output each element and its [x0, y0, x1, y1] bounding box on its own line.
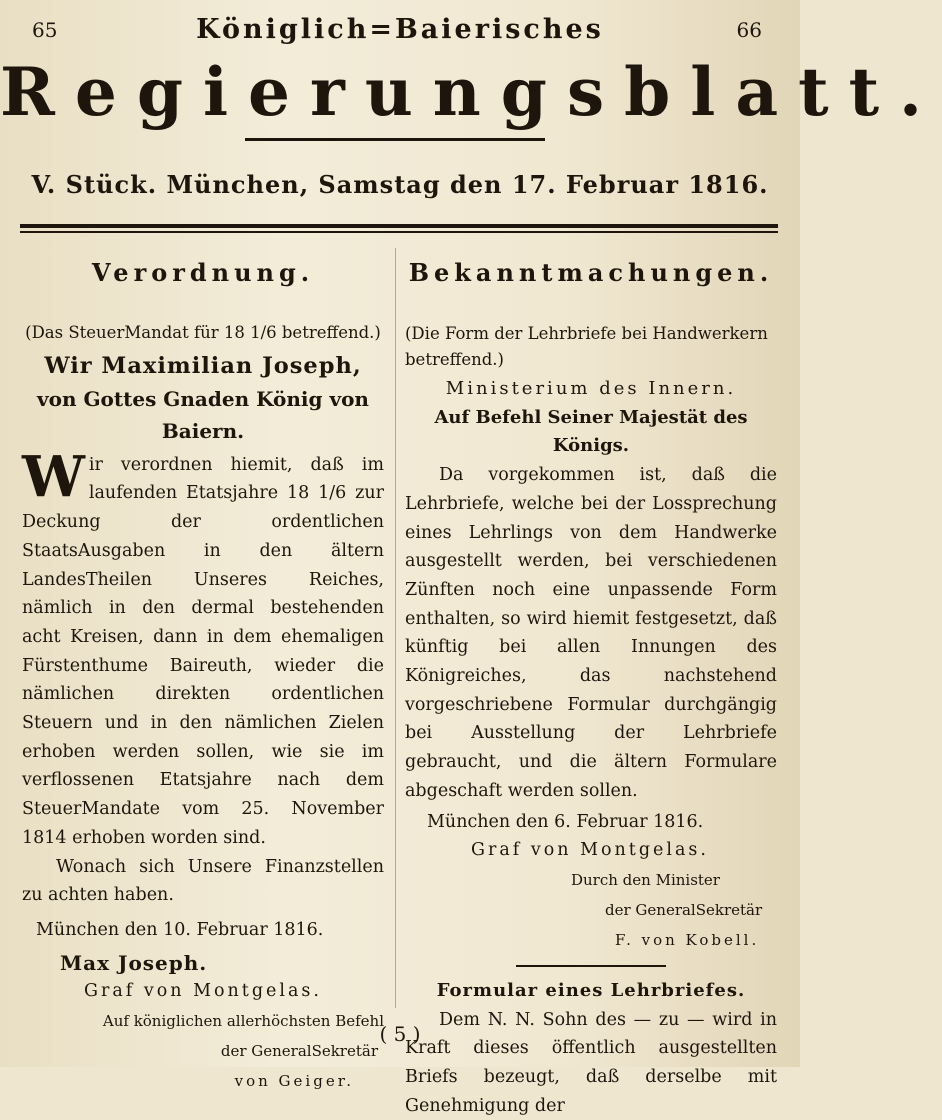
announcement-secretary-name: F. von Kobell.: [615, 930, 760, 949]
announcement-by-order: Auf Befehl Seiner Majestät des Königs.: [434, 406, 748, 457]
ordinance-secretary-role: der GeneralSekretär: [220, 1042, 378, 1061]
right-column: [405, 258, 777, 1120]
ordinance-closing: Wonach sich Unsere Finanzstellen zu achten haben.: [22, 856, 384, 906]
masthead-subtitle: Königlich=Baierisches: [196, 14, 604, 45]
ordinance-title-line2: von Gottes Gnaden König von Baiern.: [37, 386, 369, 443]
masthead-rule: [245, 138, 545, 141]
ordinance-secretary-name: von Geiger.: [234, 1072, 354, 1091]
page-number-right: 66: [736, 18, 762, 42]
header-rule-bottom: [20, 231, 778, 233]
announcement-subject: (Die Form der Lehrbriefe bei Handwerkern betreffend.): [405, 324, 768, 369]
ordinance-countersign: Graf von Montgelas.: [84, 981, 322, 1002]
ordinance-heading: Verordnung.: [91, 258, 315, 287]
form-body: Dem N. N. Sohn des — zu — wird in Kraft dieses öffentlich ausgestellten Briefs bezeugt, daß derselbe mit Genehmigung der: [405, 1009, 777, 1116]
form-heading: Formular eines Lehrbriefes.: [436, 979, 746, 1001]
section-divider: [516, 965, 666, 967]
ordinance-signer: Max Joseph.: [60, 950, 208, 975]
ordinance-title-line1: Wir Maximilian Joseph,: [44, 352, 362, 379]
announcement-date: München den 6. Februar 1816.: [427, 811, 704, 832]
dropcap-letter: W: [22, 443, 85, 510]
column-divider: [395, 248, 396, 1008]
ordinance-order-line: Auf königlichen allerhöchsten Befehl: [102, 1012, 384, 1031]
announcements-heading: Bekanntmachungen.: [408, 258, 774, 287]
announcement-via-minister: Durch den Minister: [571, 870, 720, 889]
announcement-secretary-role: der GeneralSekretär: [605, 900, 763, 919]
ordinance-subject: (Das SteuerMandat für 18 1/6 betreffend.): [25, 323, 381, 342]
ordinance-body-text: ir verordnen hiemit, daß im laufenden Etatsjahre 18 1/6 zur Deckung der ordentlichen StaatsAusgaben in den ältern LandesTheilen Unseres Reiches, nämlich in den dermal bestehenden acht Kreisen, dann in dem ehemaligen Fürstenthume Baireuth, wieder die nämlichen direkten ordentlichen Steuern und in den nämlichen Zielen erhoben werden sollen, wie sie im verflossenen Etatsjahre nach dem SteuerMandate vom 25. November 1814 erhoben worden sind.: [22, 454, 384, 848]
ordinance-body: [22, 443, 384, 853]
announcement-signer: Graf von Montgelas.: [471, 840, 709, 861]
header-rule-top: [20, 224, 778, 228]
announcement-ministry: Ministerium des Innern.: [445, 378, 737, 399]
left-column: [22, 258, 384, 1096]
masthead-title: Regierungsblatt.: [0, 53, 942, 131]
issue-line: V. Stück. München, Samstag den 17. Februar 1816.: [31, 170, 769, 199]
page-number-left: 65: [32, 18, 58, 42]
signature-mark: ( 5 ): [379, 1022, 421, 1046]
announcement-body: Da vorgekommen ist, daß die Lehrbriefe, welche bei der Lossprechung eines Lehrlings von dem Handwerke ausgestellt werden, bei verschiedenen Zünften noch eine unpassende Form enthalten, so wird hiemit festgesetzt, daß künftig bei allen Innungen des Königreiches, das nachstehend vorgeschriebene Formular durchgängig bei Ausstellung der Lehrbriefe gebraucht, und die ältern Formulare abgeschaft werden sollen.: [405, 465, 777, 801]
ordinance-date: München den 10. Februar 1816.: [36, 919, 324, 940]
